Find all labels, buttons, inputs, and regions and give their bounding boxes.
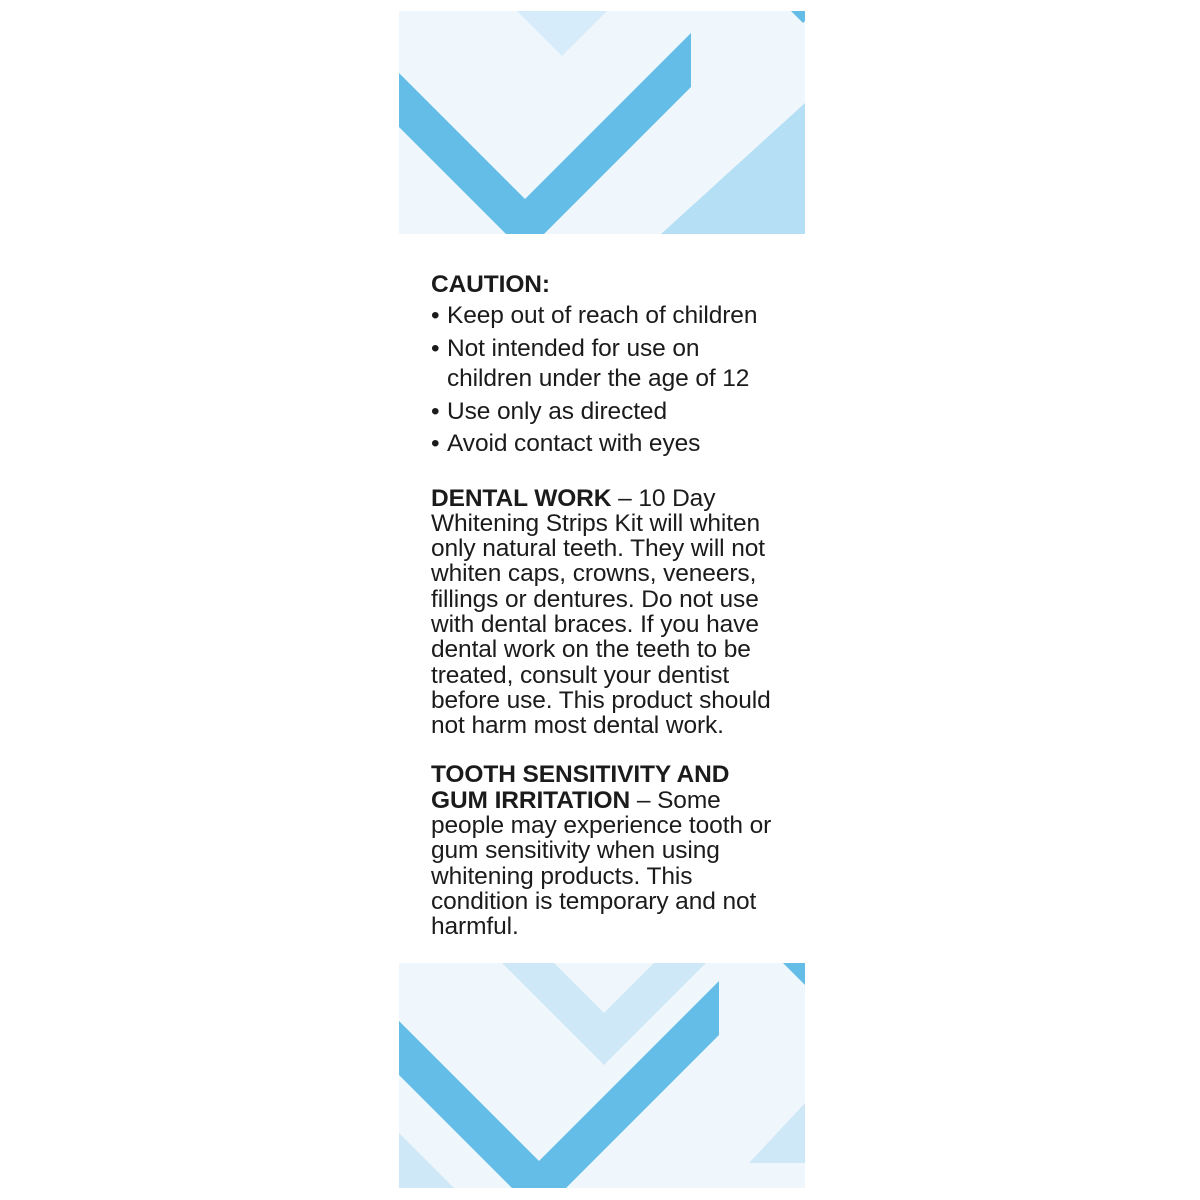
tooth-sensitivity-body: – Some people may experience tooth or gum sensitivity when using whitening products. This condition is temporary and not harmful.	[431, 786, 772, 941]
graphic-background-bottom	[399, 963, 805, 1188]
caution-item-text: Avoid contact with eyes	[447, 430, 701, 457]
paragraph-spacer	[431, 462, 773, 486]
chevron-pattern-bottom-graphic	[399, 963, 805, 1188]
list-item	[431, 301, 773, 332]
caution-item-text: Not intended for use on children under the age of 12	[447, 334, 750, 392]
bullet-icon: •	[431, 430, 440, 457]
caution-bullet-list	[431, 301, 773, 460]
instruction-text-area	[399, 234, 805, 963]
dental-work-term: DENTAL WORK	[431, 484, 612, 512]
caution-heading: CAUTION:	[431, 271, 550, 298]
product-package-panel	[399, 11, 805, 1188]
bullet-icon: •	[431, 397, 440, 425]
chevron-graphic-bottom-svg	[399, 963, 805, 1188]
bullet-icon: •	[431, 302, 440, 329]
paragraph-spacer	[431, 738, 773, 762]
tooth-sensitivity-paragraph	[431, 762, 773, 939]
chevron-pattern-top-graphic	[399, 11, 805, 234]
chevron-graphic-top-svg	[399, 11, 805, 234]
dental-work-body: – 10 Day Whitening Strips Kit will whiten only natural teeth. They will not whiten caps, crowns, veneers, fillings or dentures. Do not use with dental braces. If you have dental work on the teeth to be treated, consult your dentist before use. This product should not harm most dental work.	[431, 484, 771, 740]
dental-work-paragraph	[431, 486, 773, 739]
copy-block	[431, 270, 773, 940]
tooth-sensitivity-term: TOOTH SENSITIVITY AND GUM IRRITATION	[431, 761, 730, 814]
caution-item-text: Use only as directed	[447, 397, 667, 425]
bullet-icon: •	[431, 334, 440, 362]
list-item	[431, 397, 773, 428]
list-item	[431, 334, 773, 395]
list-item	[431, 429, 773, 460]
caution-item-text: Keep out of reach of children	[447, 302, 758, 329]
